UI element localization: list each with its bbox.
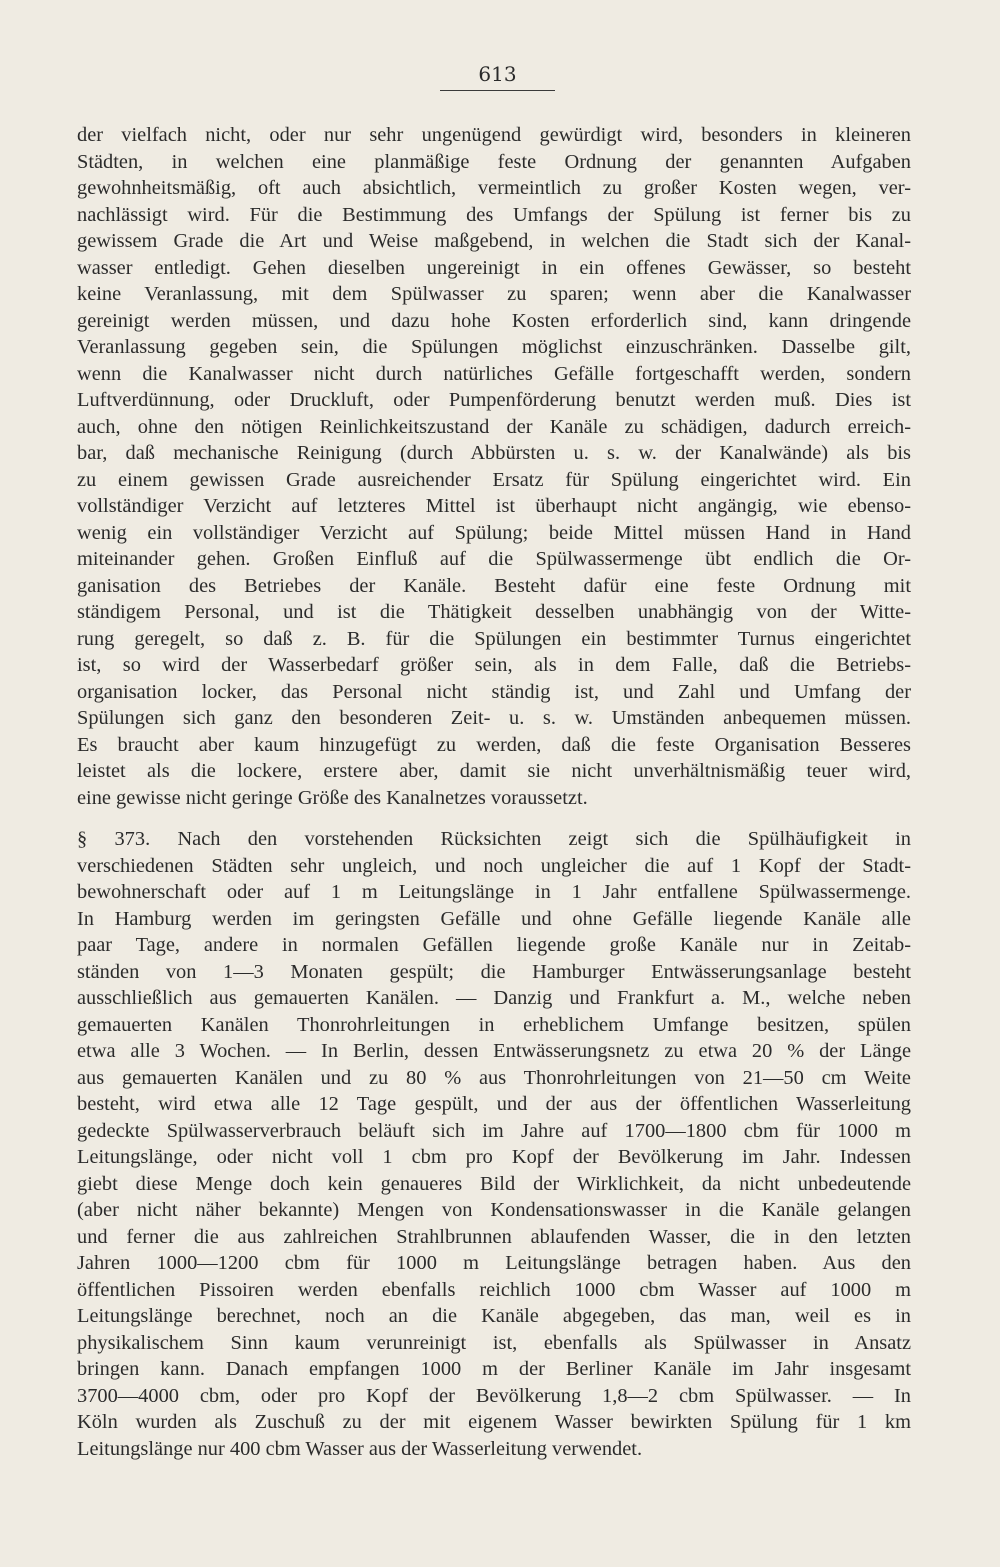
text-line: leistet als die lockere, erstere aber, damit sie nicht unverhältnismäßig teuer wird, (77, 760, 911, 782)
text-line: keine Veranlassung, mit dem Spülwasser zu sparen; wenn aber die Kanalwasser (77, 283, 911, 305)
text-line: Es braucht aber kaum hinzugefügt zu werden, daß die feste Organisation Besseres (77, 733, 911, 756)
text-line: ganisation des Betriebes der Kanäle. Besteht dafür eine feste Ordnung mit (77, 574, 911, 597)
text-line: ständigem Personal, und ist die Thätigkeit desselben unabhängig von der Witte- (77, 601, 911, 623)
text-line: Spülungen sich ganz den besonderen Zeit- u. s. w. Umständen anbequemen müssen. (77, 707, 911, 729)
text-line: wasser entledigt. Gehen dieselben ungereinigt in ein offenes Gewässer, so besteht (77, 256, 911, 279)
text-line: verschiedenen Städten sehr ungleich, und noch ungleicher die auf 1 Kopf der Stadt- (77, 854, 911, 877)
text-line: besteht, wird etwa alle 12 Tage gespült, und der aus der öffentlichen Wasserleitung (77, 1093, 911, 1115)
text-line: giebt diese Menge doch kein genaueres Bild der Wirklichkeit, da nicht unbedeutende (77, 1172, 911, 1195)
text-line: 3700—4000 cbm, oder pro Kopf der Bevölkerung 1,8—2 cbm Spülwasser. — In (77, 1384, 911, 1407)
text-line: paar Tage, andere in normalen Gefällen liegende große Kanäle nur in Zeitab- (77, 934, 911, 956)
text-line: bringen kann. Danach empfangen 1000 m der Berliner Kanäle im Jahr insgesamt (77, 1358, 911, 1380)
text-line: der vielfach nicht, oder nur sehr ungenügend gewürdigt wird, besonders in kleineren (77, 124, 911, 146)
text-line: öffentlichen Pissoiren werden ebenfalls reichlich 1000 cbm Wasser auf 1000 m (77, 1278, 911, 1301)
text-line: gewissem Grade die Art und Weise maßgebend, in welchen die Stadt sich der Kanal- (77, 230, 911, 252)
text-line: auch, ohne den nötigen Reinlichkeitszustand der Kanäle zu schädigen, dadurch erreich- (77, 415, 911, 438)
text-line: § 373. Nach den vorstehenden Rücksichten zeigt sich die Spülhäufigkeit in (77, 828, 911, 850)
text-line: Leitungslänge, oder nicht voll 1 cbm pro Kopf der Bevölkerung im Jahr. Indessen (77, 1146, 911, 1168)
text-line: gewohnheitsmäßig, oft auch absichtlich, vermeintlich zu großer Kosten wegen, ver- (77, 177, 911, 199)
text-line: bar, daß mechanische Reinigung (durch Abbürsten u. s. w. der Kanalwände) als bis (77, 442, 911, 464)
paragraph-2 (77, 826, 911, 1462)
paragraph-1 (77, 122, 911, 811)
text-line: und ferner die aus zahlreichen Strahlbrunnen ablaufenden Wasser, die in den letzten (77, 1225, 911, 1248)
text-line: ständen von 1—3 Monaten gespült; die Hamburger Entwässerungsanlage besteht (77, 960, 911, 983)
text-line: Jahren 1000—1200 cbm für 1000 m Leitungslänge betragen haben. Aus den (77, 1252, 911, 1274)
text-line: Luftverdünnung, oder Druckluft, oder Pumpenförderung benutzt werden muß. Dies ist (77, 389, 911, 411)
text-line: Köln wurden als Zuschuß zu der mit eigenem Wasser bewirkten Spülung für 1 km (77, 1411, 911, 1433)
text-line: ausschließlich aus gemauerten Kanälen. — Danzig und Frankfurt a. M., welche neben (77, 987, 911, 1009)
text-line: Leitungslänge nur 400 cbm Wasser aus der Wasserleitung verwendet. (77, 1437, 643, 1460)
text-line: nachlässigt wird. Für die Bestimmung des Umfangs der Spülung ist ferner bis zu (77, 203, 911, 226)
text-line: gereinigt werden müssen, und dazu hohe Kosten erforderlich sind, kann dringende (77, 309, 911, 332)
text-line: Veranlassung gegeben sein, die Spülungen möglichst einzuschränken. Dasselbe gilt, (77, 336, 911, 358)
text-line: miteinander gehen. Großen Einfluß auf die Spülwassermenge übt endlich die Or- (77, 548, 911, 570)
text-line: gemauerten Kanälen Thonrohrleitungen in erheblichem Umfange besitzen, spülen (77, 1013, 911, 1036)
text-line: eine gewisse nicht geringe Größe des Kanalnetzes voraussetzt. (77, 786, 588, 809)
text-line: rung geregelt, so daß z. B. für die Spülungen ein bestimmter Turnus eingerichtet (77, 627, 911, 650)
text-line: (aber nicht näher bekannte) Mengen von Kondensationswasser in die Kanäle gelangen (77, 1199, 911, 1221)
text-line: bewohnerschaft oder auf 1 m Leitungslänge in 1 Jahr entfallene Spülwassermenge. (77, 881, 911, 903)
text-line: aus gemauerten Kanälen und zu 80 % aus Thonrohrleitungen von 21—50 cm Weite (77, 1066, 911, 1089)
text-line: physikalischem Sinn kaum verunreinigt ist, ebenfalls als Spülwasser in Ansatz (77, 1331, 911, 1354)
text-line: etwa alle 3 Wochen. — In Berlin, dessen Entwässerungsnetz zu etwa 20 % der Länge (77, 1040, 911, 1062)
text-line: ist, so wird der Wasserbedarf größer sein, als in dem Falle, daß die Betriebs- (77, 654, 911, 676)
text-line: Städten, in welchen eine planmäßige feste Ordnung der genannten Aufgaben (77, 150, 911, 173)
text-line: In Hamburg werden im geringsten Gefälle und ohne Gefälle liegende Kanäle alle (77, 907, 911, 930)
text-line: wenn die Kanalwasser nicht durch natürliches Gefälle fortgeschafft werden, sondern (77, 362, 911, 385)
text-line: vollständiger Verzicht auf letzteres Mittel ist überhaupt nicht angängig, wie ebenso- (77, 495, 911, 517)
text-line: Leitungslänge berechnet, noch an die Kanäle abgegeben, das man, weil es in (77, 1305, 911, 1327)
text-line: zu einem gewissen Grade ausreichender Ersatz für Spülung eingerichtet wird. Ein (77, 468, 911, 491)
page-number: 613 (440, 62, 555, 91)
text-line: gedeckte Spülwasserverbrauch beläuft sich im Jahre auf 1700—1800 cbm für 1000 m (77, 1119, 911, 1142)
text-line: organisation locker, das Personal nicht ständig ist, und Zahl und Umfang der (77, 680, 911, 703)
text-line: wenig ein vollständiger Verzicht auf Spülung; beide Mittel müssen Hand in Hand (77, 521, 911, 544)
